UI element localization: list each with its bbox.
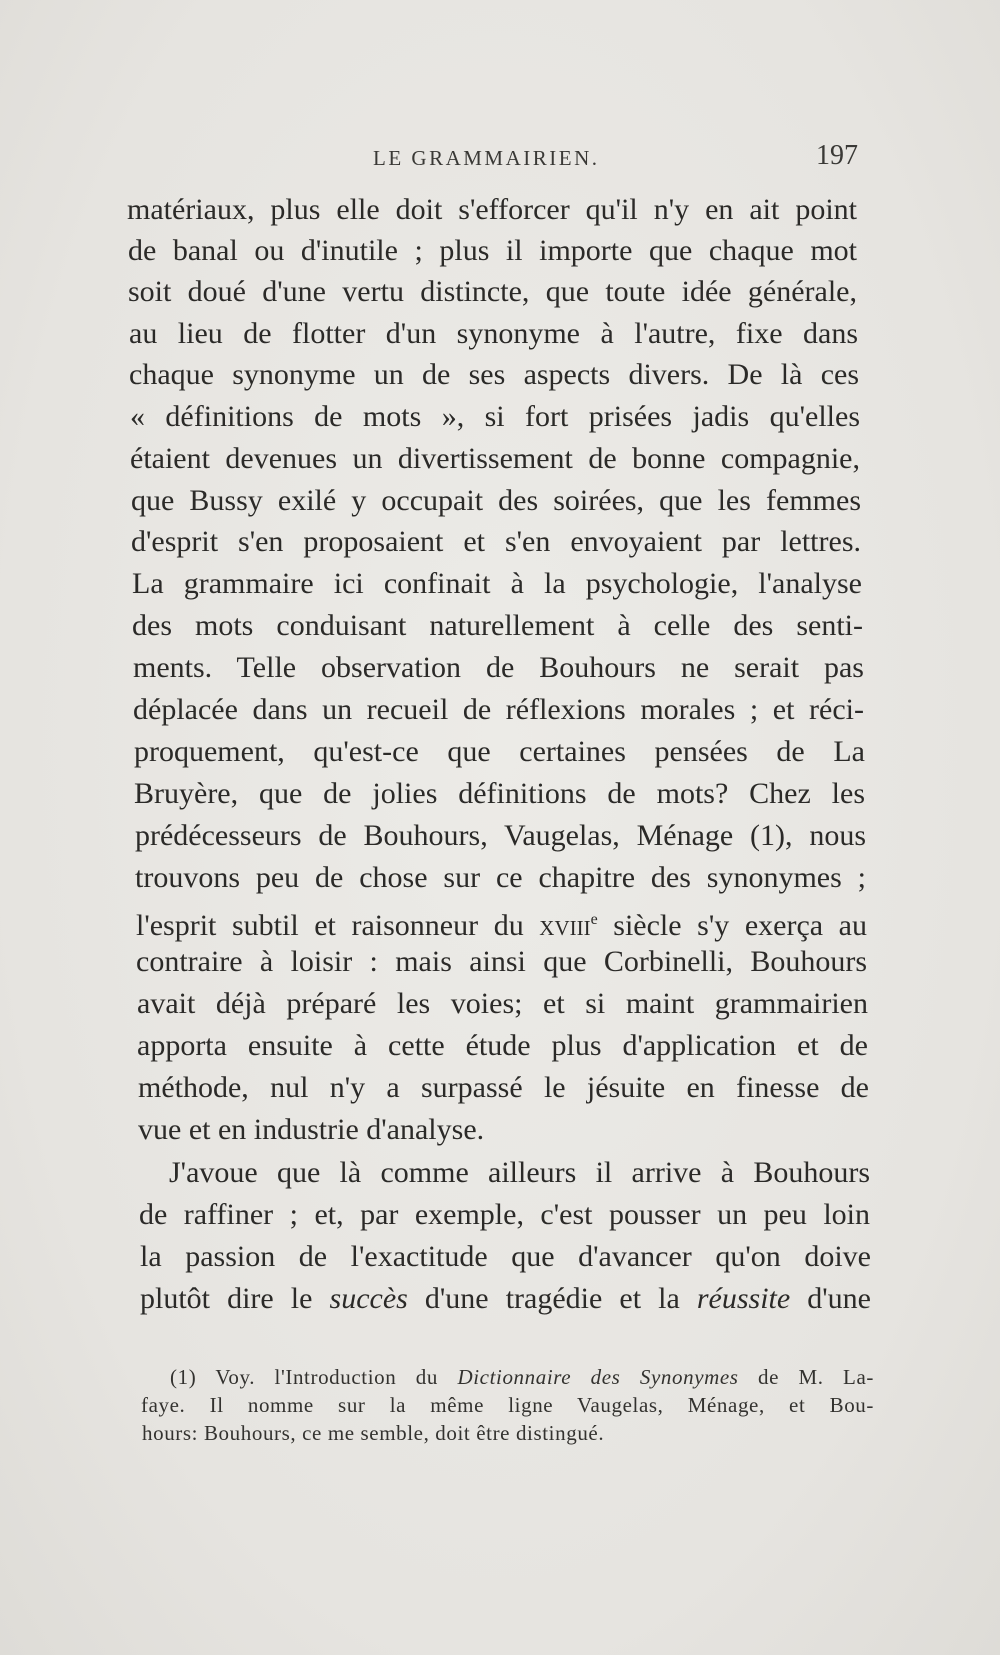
- body-line: de raffiner ; et, par exemple, c'est pousser un peu loin: [139, 1198, 870, 1231]
- body-line: de banal ou d'inutile ; plus il importe que chaque mot: [128, 234, 857, 267]
- page-number: 197: [816, 140, 858, 171]
- page-header: [128, 140, 858, 180]
- footnote-line: faye. Il nomme sur la même ligne Vaugelas, Ménage, et Bou-: [141, 1393, 874, 1417]
- running-head: LE GRAMMAIRIEN.: [373, 146, 600, 170]
- body-line: plutôt dire le succès d'une tragédie et la réussite d'une: [140, 1282, 871, 1315]
- body-line: J'avoue que là comme ailleurs il arrive à Bouhours: [169, 1156, 870, 1189]
- body-line: trouvons peu de chose sur ce chapitre des synonymes ;: [135, 861, 866, 894]
- footnote-line: (1) Voy. l'Introduction du Dictionnaire des Synonymes de M. La-: [170, 1365, 874, 1389]
- body-line: Bruyère, que de jolies définitions de mots? Chez les: [134, 777, 865, 810]
- body-line: vue et en industrie d'analyse.: [138, 1113, 485, 1146]
- body-line: méthode, nul n'y a surpassé le jésuite en finesse de: [138, 1071, 869, 1104]
- body-line: apporta ensuite à cette étude plus d'application et de: [137, 1029, 868, 1062]
- body-line: la passion de l'exactitude que d'avancer qu'on doive: [140, 1240, 871, 1273]
- body-line: d'esprit s'en proposaient et s'en envoyaient par lettres.: [131, 525, 861, 558]
- body-line: ments. Telle observation de Bouhours ne serait pas: [133, 651, 864, 684]
- body-line: La grammaire ici confinait à la psychologie, l'analyse: [132, 567, 862, 600]
- body-line: des mots conduisant naturellement à celle des senti-: [132, 609, 863, 642]
- body-line: proquement, qu'est-ce que certaines pensées de La: [134, 735, 865, 768]
- body-line: prédécesseurs de Bouhours, Vaugelas, Ménage (1), nous: [135, 819, 866, 852]
- body-line: au lieu de flotter d'un synonyme à l'autre, fixe dans: [129, 317, 858, 350]
- body-line: déplacée dans un recueil de réflexions morales ; et réci-: [133, 693, 864, 726]
- body-line: matériaux, plus elle doit s'efforcer qu'il n'y en ait point: [127, 193, 857, 226]
- body-line: l'esprit subtil et raisonneur du xviii$^e$ siècle s'y exerça au: [136, 909, 867, 942]
- body-line: avait déjà préparé les voies; et si maint grammairien: [137, 987, 868, 1020]
- footnote-line: hours: Bouhours, ce me semble, doit être distingué.: [142, 1421, 605, 1445]
- body-line: étaient devenues un divertissement de bonne compagnie,: [130, 442, 860, 475]
- body-line: que Bussy exilé y occupait des soirées, que les femmes: [131, 484, 861, 517]
- body-line: contraire à loisir : mais ainsi que Corbinelli, Bouhours: [136, 945, 867, 978]
- body-line: soit doué d'une vertu distincte, que toute idée générale,: [128, 275, 857, 308]
- body-line: chaque synonyme un de ses aspects divers. De là ces: [129, 358, 859, 391]
- body-line: « définitions de mots », si fort prisées jadis qu'elles: [130, 400, 860, 433]
